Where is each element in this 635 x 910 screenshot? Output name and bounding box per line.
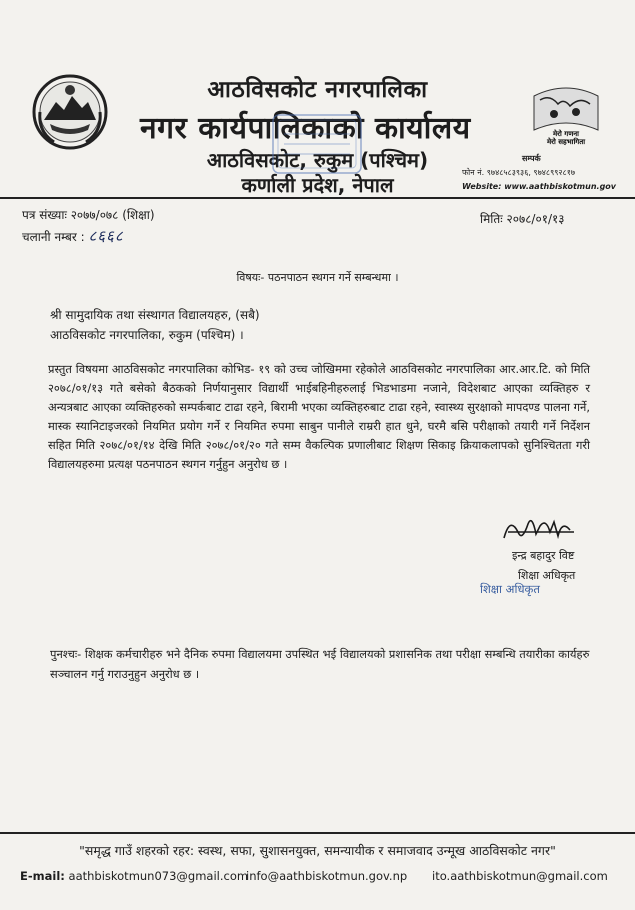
dispatch-number: ८६६८ bbox=[88, 227, 124, 245]
logo-text-1: मेरो गणना bbox=[553, 130, 579, 138]
dispatch-line bbox=[22, 226, 124, 246]
email-2[interactable]: info@aathbiskotmun.gov.np bbox=[246, 869, 408, 883]
footer-divider bbox=[0, 832, 635, 834]
email-label: E-mail: bbox=[20, 869, 65, 883]
municipality-name: आठविसकोट नगरपालिका bbox=[207, 77, 428, 103]
signer-title: शिक्षा अधिकृत bbox=[518, 569, 576, 582]
email-1-line bbox=[20, 869, 248, 883]
letter-date: मितिः २०७८/०१/१३ bbox=[480, 212, 565, 226]
email-3[interactable]: ito.aathbiskotmun@gmail.com bbox=[432, 869, 608, 883]
header-divider bbox=[0, 197, 635, 199]
province-name: कर्णाली प्रदेश, नेपाल bbox=[241, 173, 394, 197]
contact-block bbox=[462, 152, 616, 194]
office-address: आठविसकोट, रुकुम (पश्चिम) bbox=[206, 148, 429, 172]
recipient-line-2: आठविसकोट नगरपालिका, रुकुम (पश्चिम) । bbox=[50, 328, 244, 342]
phone-numbers: फोन नं. ९७४८५८३९३६, ९७४८९९२८१७ bbox=[462, 168, 576, 177]
website-link[interactable]: Website: www.aathbiskotmun.gov bbox=[462, 182, 617, 191]
title-stamp: शिक्षा अधिकृत bbox=[480, 582, 540, 596]
office-stamp bbox=[270, 112, 364, 176]
recipient-line-1: श्री सामुदायिक तथा संस्थागत विद्यालयहरु, (सबै) bbox=[50, 308, 260, 322]
letter-body: प्रस्तुत विषयमा आठविसकोट नगरपालिका कोभिड- १९ को उच्च जोखिममा रहेकोले आठविसकोट नगरपालिका आर.आर.टि. को मिति २०७८/०१/१३ गते बसेको बैठकको निर्णयानुसार विद्यार्थी भाईबहिनीहरुलाई भिडभाडमा नजाने, विदेशबाट आएका व्यक्तिहरु र अन्यत्रबाट आएका व्यक्तिहरुको सम्पर्कबाट टाढा रहने, बिरामी भएका व्यक्तिहरुबाट टाढा रहने, स्वास्थ्य सुरक्षाको मापदण्ड पालना गर्ने, मास्क स्यानिटाइजरको नियमित प्रयोग गर्ने र नियमित रुपमा साबुन पानीले राम्ररी हात धुने, घरमै बसि परीक्षाको तयारी गर्ने निर्देशन सहित मिति २०७८/०१/१४ देखि मिति २०७८/०१/२० गते सम्म वैकल्पिक प्रणालीबाट शिक्षण सिकाइ क्रियाकलापको सुनिश्चितता गरी विद्यालयहरुमा प्रत्यक्ष पठनपाठन स्थगन गर्नुहुन अनुरोध छ । bbox=[48, 362, 590, 471]
contact-label: सम्पर्क bbox=[522, 154, 541, 163]
handwritten-signature bbox=[500, 512, 580, 546]
dispatch-label: चलानी नम्बर : bbox=[22, 230, 85, 244]
footer-slogan: "समृद्ध गाउँ शहरको रहर: स्वस्थ, सफा, सुशासनयुक्त, समन्यायीक र समाजवाद उन्मूख आठविसकोट नगर" bbox=[79, 843, 556, 858]
logo-text-2: मेरो सहभागिता bbox=[546, 138, 586, 146]
office-name: नगर कार्यपालिकाको कार्यालय bbox=[140, 111, 471, 146]
reference-number: पत्र संख्याः २०७७/०७८ (शिक्षा) bbox=[22, 208, 155, 222]
postscript: पुनश्चः- शिक्षक कर्मचारीहरु भने दैनिक रुपमा विद्यालयमा उपस्थित भई विद्यालयको प्रशासनिक तथा परीक्षा सम्बन्धि तयारीका कार्यहरु सञ्चालन गर्नु गराउनुहुन अनुरोध छ । bbox=[50, 647, 590, 681]
signer-name: इन्द्र बहादुर विष्ट bbox=[512, 549, 575, 562]
letter-subject: विषयः- पठनपाठन स्थगन गर्ने सम्बन्धमा । bbox=[236, 271, 399, 284]
email-1[interactable]: aathbiskotmun073@gmail.com bbox=[68, 869, 249, 883]
